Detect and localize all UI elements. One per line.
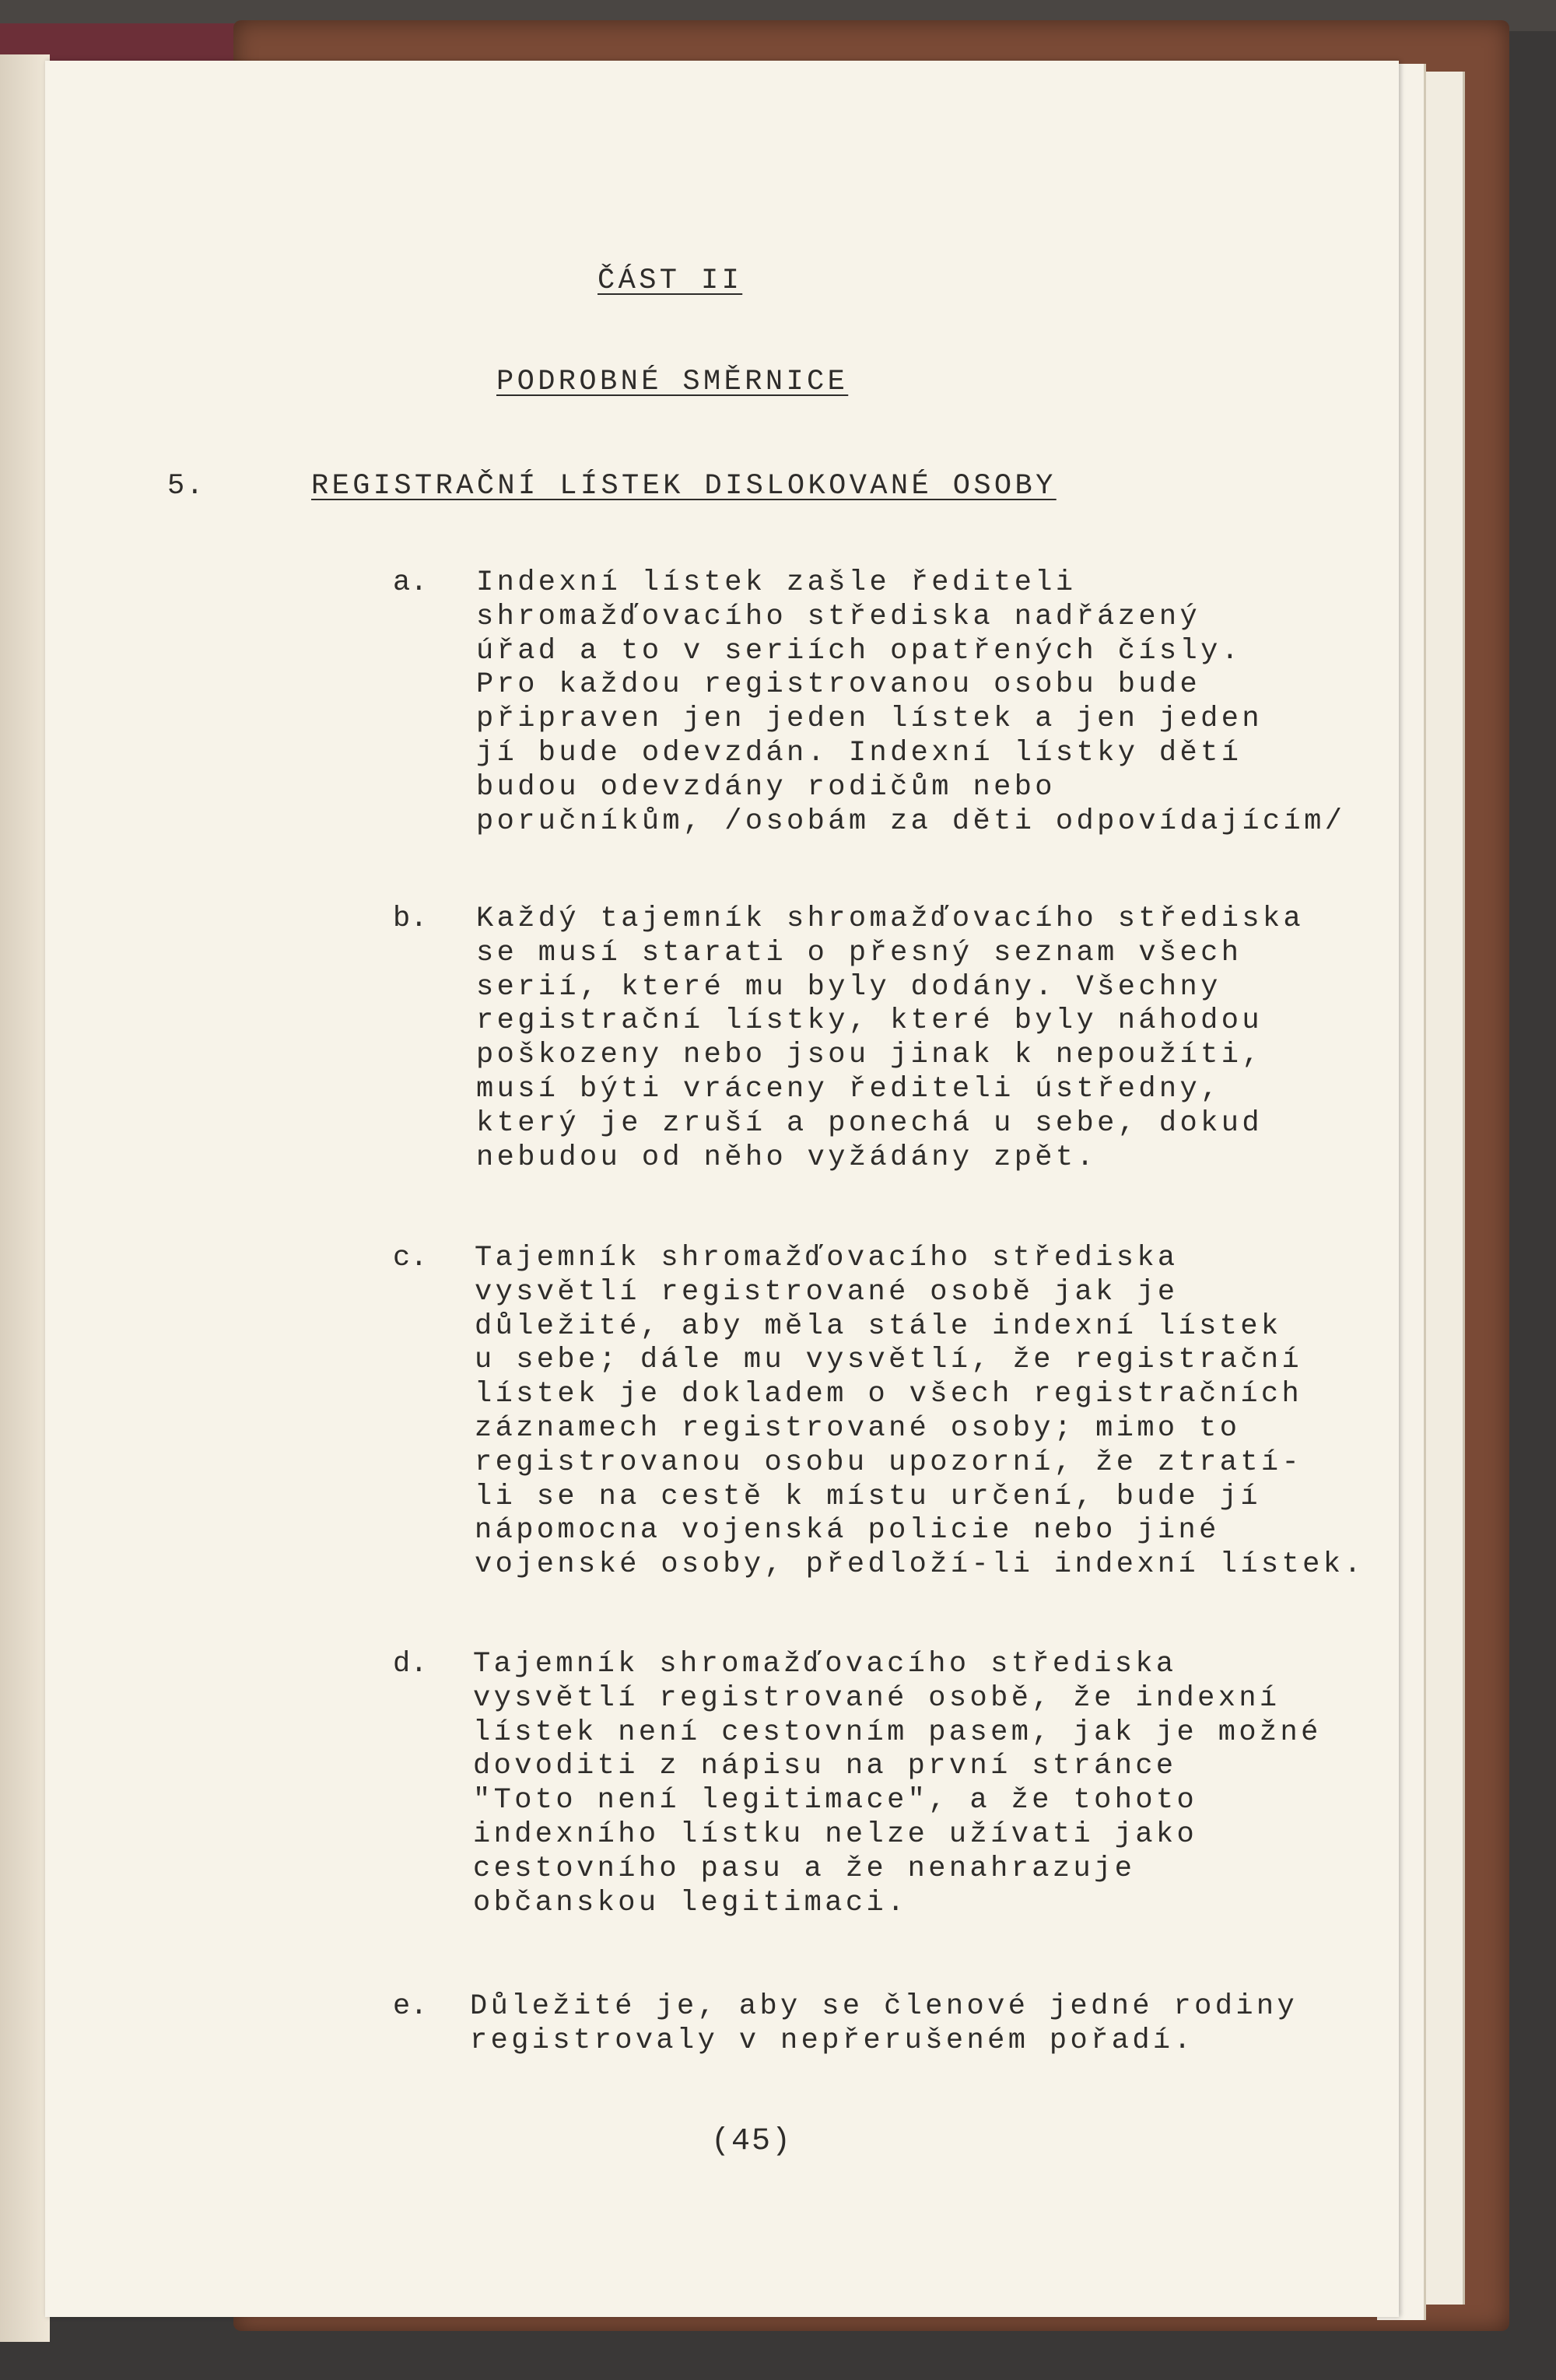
item-c-letter: c.: [393, 1242, 428, 1274]
item-c-text: Tajemník shromažďovacího střediska vysvětlí registrované osobě jak je důležité, aby měla stále indexní lístek u sebe; dále mu vysvětlí, že registrační lístek je dokladem o všech registračních záznamech registrované osoby; mimo to registrovanou osobu upozorní, že ztratí- li se na cestě k místu určení, bude jí nápomocna vojenská policie nebo jiné vojenské osoby, předloží-li indexní lístek.: [475, 1242, 1365, 1582]
page-number: (45): [711, 2124, 793, 2159]
part-title: ČÁST II: [598, 265, 743, 297]
item-e-text: Důležité je, aby se členové jedné rodiny registrovaly v nepřerušeném pořadí.: [470, 1990, 1298, 2057]
item-d-letter: d.: [393, 1648, 428, 1681]
item-a-letter: a.: [393, 566, 428, 599]
left-page-edge: [0, 54, 50, 2342]
chapter-title: REGISTRAČNÍ LÍSTEK DISLOKOVANÉ OSOBY: [311, 470, 1057, 503]
item-b-text: Každý tajemník shromažďovacího střediska se musí starati o přesný seznam všech serií, které mu byly dodány. Všechny registrační lístky, které byly náhodou poškozeny nebo jsou jinak k nepoužíti, musí býti vráceny řediteli ústředny, který je zruší a ponechá u sebe, dokud nebudou od něho vyžádány zpět.: [476, 903, 1305, 1174]
item-e-letter: e.: [393, 1990, 428, 2023]
chapter-number: 5.: [167, 470, 205, 503]
item-d-text: Tajemník shromažďovacího střediska vysvětlí registrované osobě, že indexní lístek není cestovním pasem, jak je možné dovoditi z nápisu na první stránce "Toto není legitimace", a že tohoto indexního lístku nelze užívati jako cestovního pasu a že nenahrazuje občanskou legitimaci.: [473, 1648, 1322, 1919]
item-b-letter: b.: [393, 903, 428, 935]
document-page: [45, 61, 1399, 2317]
item-a-text: Indexní lístek zašle řediteli shromažďovacího střediska nadřázený úřad a to v seriích opatřených čísly. Pro každou registrovanou osobu bude připraven jen jeden lístek a jen jeden jí bude odevzdán. Indexní lístky dětí budou odevzdány rodičům nebo poručníkům, /osobám za děti odpovídajícím/: [476, 566, 1346, 838]
section-title: PODROBNÉ SMĚRNICE: [496, 366, 849, 398]
